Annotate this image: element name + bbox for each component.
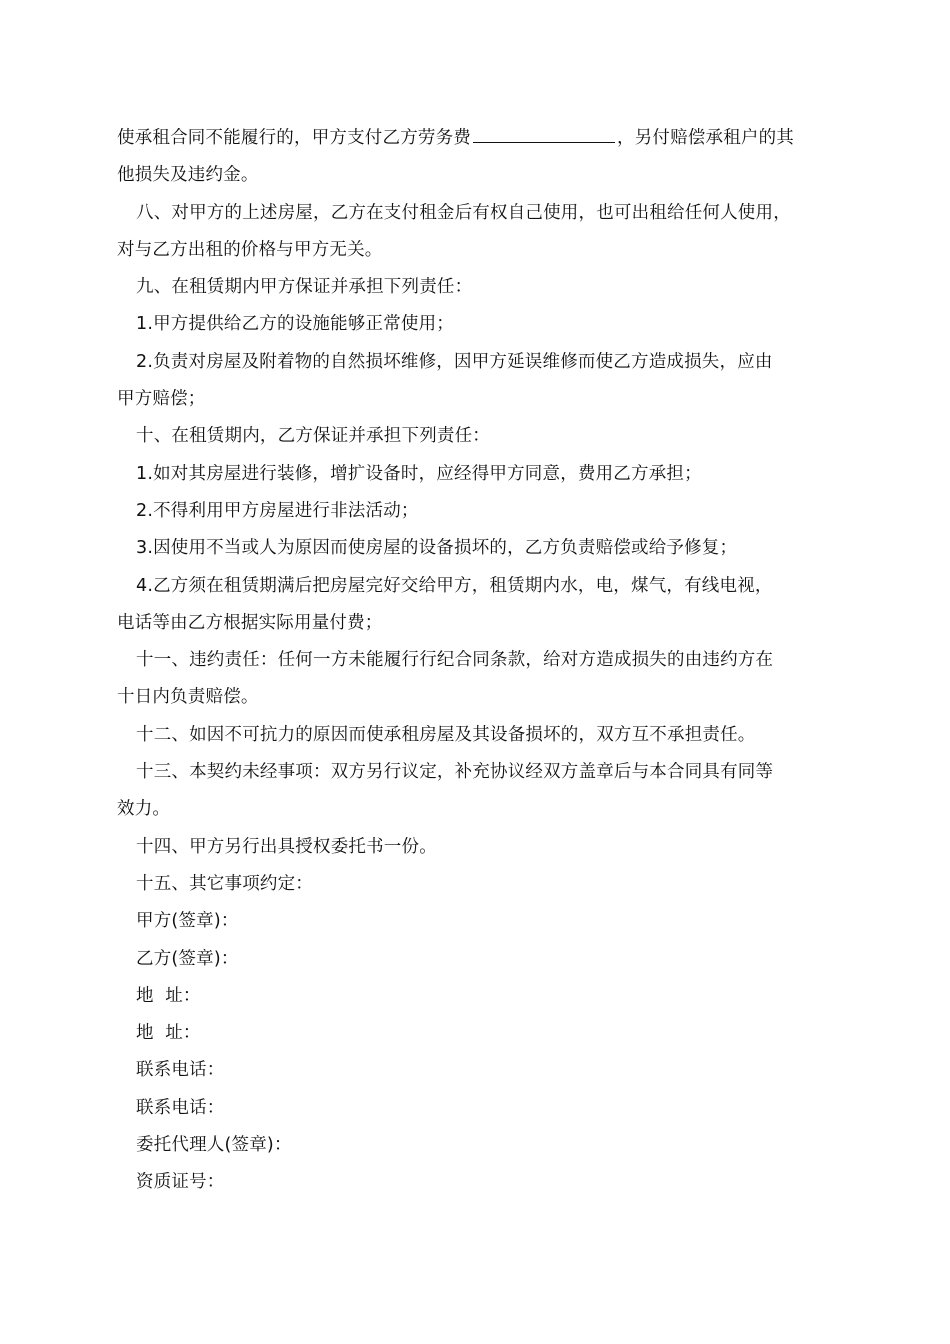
clause-9-item-1 (117, 306, 837, 343)
address-field-b (117, 1015, 837, 1052)
clause-8-line-2: 对与乙方出租的价格与甲方无关。 (117, 239, 383, 260)
qualification-number-field (117, 1164, 837, 1201)
clause-9-item-2-line-1: 2.负责对房屋及附着物的自然损坏维修，因甲方延误维修而使乙方造成损失，应由 (136, 351, 773, 372)
clause-11-line-1: 十一、违约责任：任何一方未能履行行纪合同条款，给对方造成损失的由违约方在 (136, 650, 774, 671)
signature-party-b-label: 乙方(签章)： (136, 948, 239, 969)
clause-10-item-1 (117, 456, 837, 493)
phone-field-a-label: 联系电话： (136, 1060, 225, 1081)
clause-10-item-4-line-2: 电话等由乙方根据实际用量付费； (117, 612, 383, 633)
clause-10-item-2 (117, 493, 837, 530)
clause-9 (117, 269, 837, 306)
signature-party-b (117, 941, 837, 978)
clause-14 (117, 829, 837, 866)
clause-9-line-1: 九、在租赁期内甲方保证并承担下列责任： (136, 277, 473, 298)
address-field-a (117, 978, 837, 1015)
signature-party-a (117, 903, 837, 940)
clause-10-item-1-line-1: 1.如对其房屋进行装修，增扩设备时，应经得甲方同意，费用乙方承担； (136, 463, 702, 484)
phone-field-b (117, 1090, 837, 1127)
agent-signature-field (117, 1127, 837, 1164)
intro-text-before-blank: 使承租合同不能履行的，甲方支付乙方劳务费 (117, 128, 471, 148)
address-field-a-label: 地 址： (136, 985, 201, 1006)
clause-10-line-1: 十、在租赁期内，乙方保证并承担下列责任： (136, 426, 490, 447)
clause-13-line-2: 效力。 (117, 799, 171, 820)
clause-11 (117, 642, 837, 717)
phone-field-b-label: 联系电话： (136, 1097, 225, 1118)
agent-signature-label: 委托代理人(签章)： (136, 1135, 292, 1156)
clause-10-item-3 (117, 530, 837, 567)
clause-9-item-2-line-2: 甲方赔偿； (117, 389, 206, 410)
fee-blank-line (473, 124, 615, 143)
clause-9-item-2 (117, 344, 837, 419)
clause-9-item-1-line-1: 1.甲方提供给乙方的设施能够正常使用； (136, 314, 454, 335)
intro-paragraph (117, 120, 837, 195)
clause-10 (117, 418, 837, 455)
clause-8 (117, 195, 837, 270)
signature-party-a-label: 甲方(签章)： (136, 911, 239, 932)
clause-10-item-2-line-1: 2.不得利用甲方房屋进行非法活动； (136, 500, 419, 521)
clause-12-line-1: 十二、如因不可抗力的原因而使承租房屋及其设备损坏的，双方互不承担责任。 (136, 724, 756, 745)
intro-line-2: 他损失及违约金。 (117, 165, 259, 186)
document-body (117, 120, 837, 1202)
clause-13 (117, 754, 837, 829)
clause-10-item-3-line-1: 3.因使用不当或人为原因而使房屋的设备损坏的，乙方负责赔偿或给予修复； (136, 538, 738, 559)
address-field-b-label: 地 址： (136, 1023, 201, 1044)
clause-15-line-1: 十五、其它事项约定： (136, 873, 313, 894)
clause-10-item-4-line-1: 4.乙方须在租赁期满后把房屋完好交给甲方，租赁期内水，电，煤气，有线电视， (136, 575, 773, 596)
clause-14-line-1: 十四、甲方另行出具授权委托书一份。 (136, 836, 437, 857)
clause-8-line-1: 八、对甲方的上述房屋，乙方在支付租金后有权自己使用，也可出租给任何人使用， (136, 202, 791, 223)
clause-11-line-2: 十日内负责赔偿。 (117, 687, 259, 708)
clause-15 (117, 866, 837, 903)
phone-field-a (117, 1052, 837, 1089)
clause-10-item-4 (117, 568, 837, 643)
clause-13-line-1: 十三、本契约未经事项：双方另行议定，补充协议经双方盖章后与本合同具有同等 (136, 762, 774, 783)
qualification-number-label: 资质证号： (136, 1172, 225, 1193)
clause-12 (117, 717, 837, 754)
intro-line-1 (117, 120, 837, 157)
intro-text-after-blank: ，另付赔偿承租户的其 (617, 128, 794, 148)
